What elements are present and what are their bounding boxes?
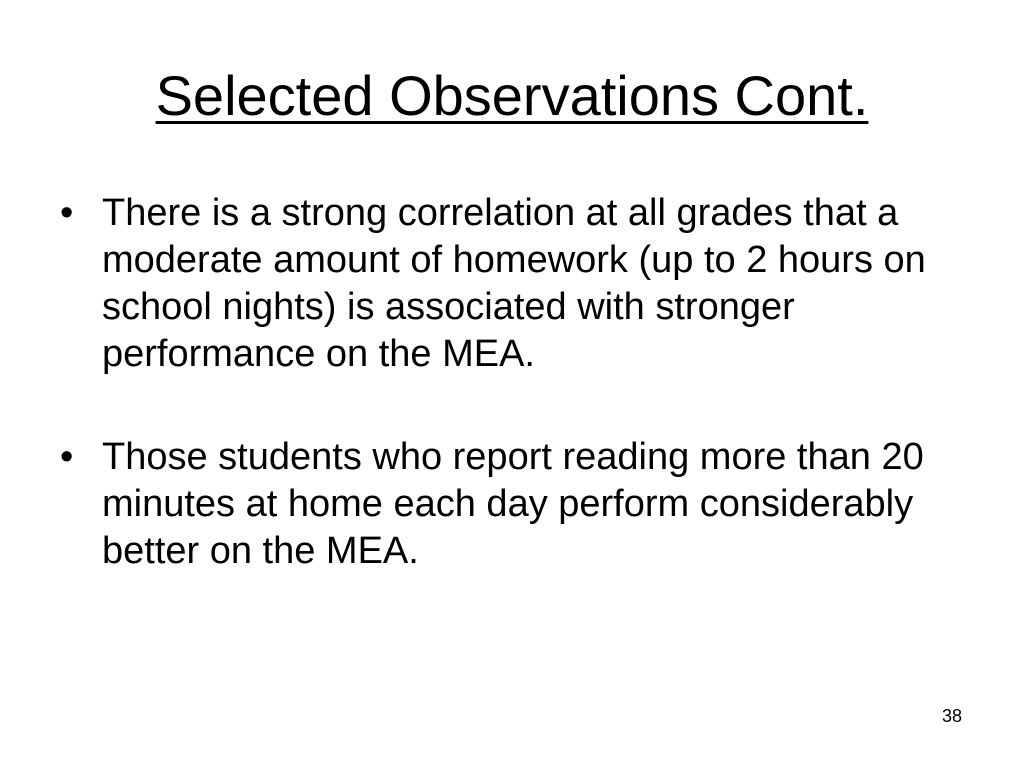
bullet-mark: • — [60, 192, 74, 234]
bullet-text: Those students who report reading more than 20 minutes at home each day perform considerably better on the MEA. — [102, 436, 924, 572]
bullet-item — [58, 190, 958, 378]
bullet-item — [58, 434, 958, 575]
page-number: 38 — [941, 706, 962, 726]
bullet-text: There is a strong correlation at all grades that a moderate amount of homework (up to 2 hours on school nights) is associated with stronger performance on the MEA. — [102, 192, 926, 375]
slide-title: Selected Observations Cont. — [155, 64, 869, 127]
bullet-mark: • — [60, 436, 74, 478]
bullet-list — [58, 190, 958, 631]
